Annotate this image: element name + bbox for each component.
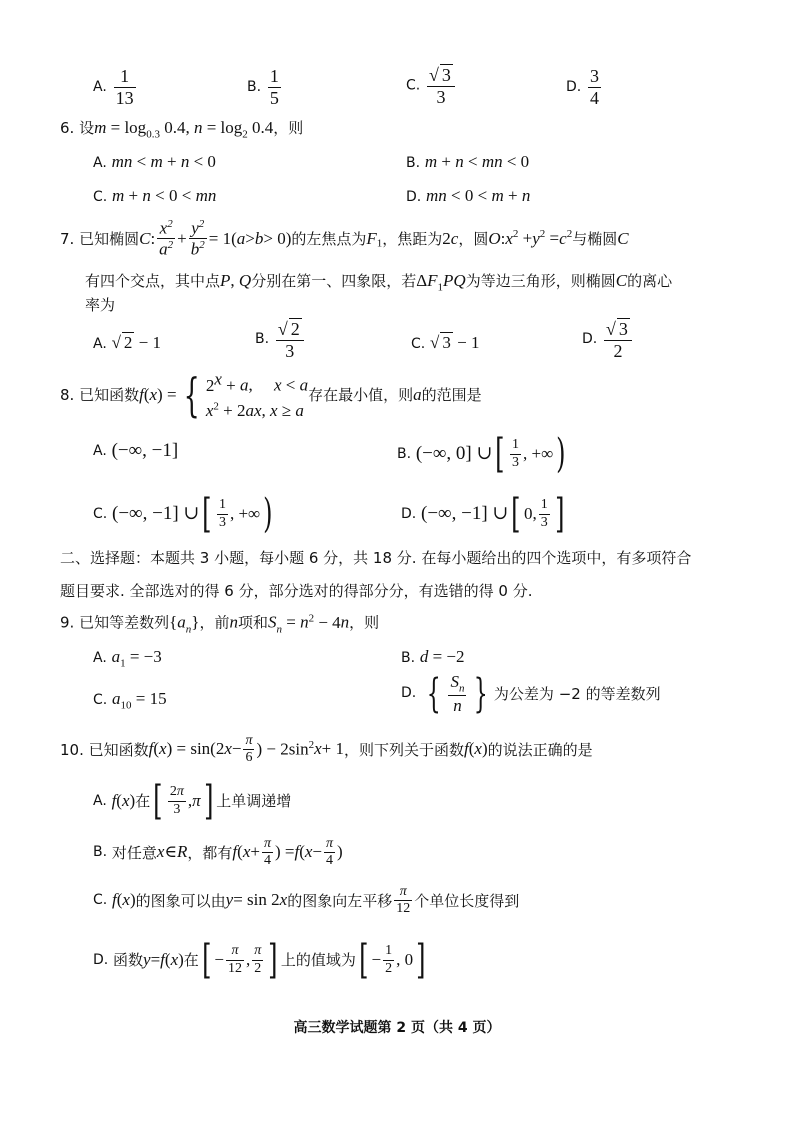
fraction: $\frac{\pi}{4}$ <box>263 836 271 869</box>
q9-option-a: A. $a_1 = -3$ <box>93 647 162 670</box>
q9-option-d: D. { $\frac{S_n}{n}$ } 为公差为 −2 的等差数列 <box>401 670 661 717</box>
q5-option-a <box>93 66 138 108</box>
q6-option-d: D. mn < 0 < m + n <box>406 186 531 205</box>
fraction: $\frac{2\pi}{3}$ <box>169 784 184 817</box>
q8-option-c: C. (−∞, −1] ∪[ $\frac{1}{3}$ , +∞) <box>93 491 273 537</box>
fraction: $\frac{\pi}{12}$ <box>228 943 243 976</box>
q10-stem: 10. 已知函数f(x) = sin(2x− $\frac{\pi}{6}$ ) − $2\sin^2x+ 1$，则下列关于函数f(x)的说法正确的是 <box>60 733 593 766</box>
fraction: $\frac{\pi}{2}$ <box>254 943 262 976</box>
fraction: $\frac{√ 3}{3}$ <box>427 64 455 107</box>
fraction: $\frac{1}{5}$ <box>269 66 279 108</box>
fraction: $\frac{√ 2}{3}$ <box>276 318 304 361</box>
piecewise-cases: $2^x + a$, x < a $x^2 + 2ax$, x ≥ a <box>205 369 309 421</box>
fraction: $\frac{1}{3}$ <box>512 437 520 470</box>
fraction: $\frac{S_n}{n}$ <box>450 672 465 716</box>
fraction: $\frac{1}{13}$ <box>115 66 134 108</box>
fraction: $\frac{\pi}{6}$ <box>245 733 253 766</box>
q10-option-d: D. 函数y=f(x)在[ − $\frac{\pi}{12}$ , $\frac{\pi}{2}$ ] 上的值域为[ − $\frac{1}{2}$ , 0] <box>93 937 426 983</box>
section-instructions: 题目要求. 全部选对的得 6 分，部分选对的得部分分，有选错的得 0 分. <box>60 582 533 600</box>
q10-option-b: B. 对任意x∈R，都有f(x+ $\frac{\pi}{4}$ ) =f(x− $\frac{\pi}{4}$ ) <box>93 836 343 869</box>
q9-stem: 9. 已知等差数列$\{a_n\}$，前n项和$S_n = n^2 - 4n$，则 <box>60 612 380 636</box>
option-label: B. <box>247 79 262 96</box>
q7-stem-line3: 率为 <box>85 296 116 314</box>
fraction: $\frac{\pi}{12}$ <box>396 884 411 917</box>
fraction: $\frac{3}{4}$ <box>590 66 600 108</box>
q10-option-a: A. f(x)在[ $\frac{2\pi}{3}$ ,π] 上单调递增 <box>93 778 292 824</box>
q8-option-a: A. (−∞, −1] <box>93 440 179 461</box>
option-label: A. <box>93 79 107 96</box>
q8-option-d: D. (−∞, −1] ∪[ 0, $\frac{1}{3}$ ] <box>401 491 565 537</box>
q7-stem-line1: 7. 已知椭圆C: $\frac{x^2}{a^2}$ + $\frac{y^2}{b^2}$ = 1(a>b> 0)的左焦点为$F_1$，焦距为2c，圆$O:x^2 +y^2 =c^2$与椭圆C <box>60 218 629 259</box>
fraction: $\frac{y^2}{b^2}$ <box>190 218 205 259</box>
q5-option-c <box>406 64 457 107</box>
q7-option-d: D. $\frac{√ 3}{2}$ <box>582 318 634 361</box>
fraction: $\frac{1}{3}$ <box>218 497 226 530</box>
q6-option-a: A. mn < m + n < 0 <box>93 152 216 171</box>
q7-option-c: C. √ 3 − 1 <box>411 333 480 352</box>
section-heading: 二、选择题：本题共 3 小题，每小题 6 分，共 18 分. 在每小题给出的四个选项中，有多项符合 <box>60 549 692 567</box>
fraction: $\frac{1}{2}$ <box>385 943 393 976</box>
option-label: C. <box>406 77 421 94</box>
q10-option-c: C. f(x)的图象可以由y= sin 2x的图象向左平移 $\frac{\pi}{12}$ 个单位长度得到 <box>93 884 520 917</box>
q6-option-b: B. m + n < mn < 0 <box>406 152 530 171</box>
option-label: D. <box>566 79 582 96</box>
q9-option-c: C. $a_{10} = 15$ <box>93 689 167 712</box>
q5-option-d <box>566 66 603 108</box>
q7-stem-line2: 有四个交点，其中点P, Q分别在第一、四象限，若$\Delta F_1PQ$为等边三角形，则椭圆C的离心 <box>85 271 673 294</box>
fraction: $\frac{\pi}{4}$ <box>326 836 334 869</box>
q9-option-b: B. d = −2 <box>401 647 465 666</box>
q7-option-a: A. √ 2 − 1 <box>93 333 161 352</box>
fraction: $\frac{1}{3}$ <box>540 497 548 530</box>
q8-stem: 8. 已知函数f(x) ={ $2^x + a$, x < a $x^2 + 2ax$, x ≥ a 存在最小值，则a的范围是 <box>60 367 482 422</box>
q8-option-b: B. (−∞, 0] ∪[ $\frac{1}{3}$ , +∞) <box>397 431 566 477</box>
q5-option-b <box>247 66 283 108</box>
q6-stem: 6. 设$m = \log_{0.3} 0.4$, $n = \log_2 0.4$，则 <box>60 118 304 141</box>
q6-option-c: C. m + n < 0 < mn <box>93 186 217 205</box>
fraction: $\frac{x^2}{a^2}$ <box>159 218 174 259</box>
fraction: $\frac{√ 3}{2}$ <box>604 318 632 361</box>
q7-option-b: B. $\frac{√ 2}{3}$ <box>255 318 306 361</box>
page-footer: 高三数学试题第 2 页（共 4 页） <box>293 1020 501 1036</box>
